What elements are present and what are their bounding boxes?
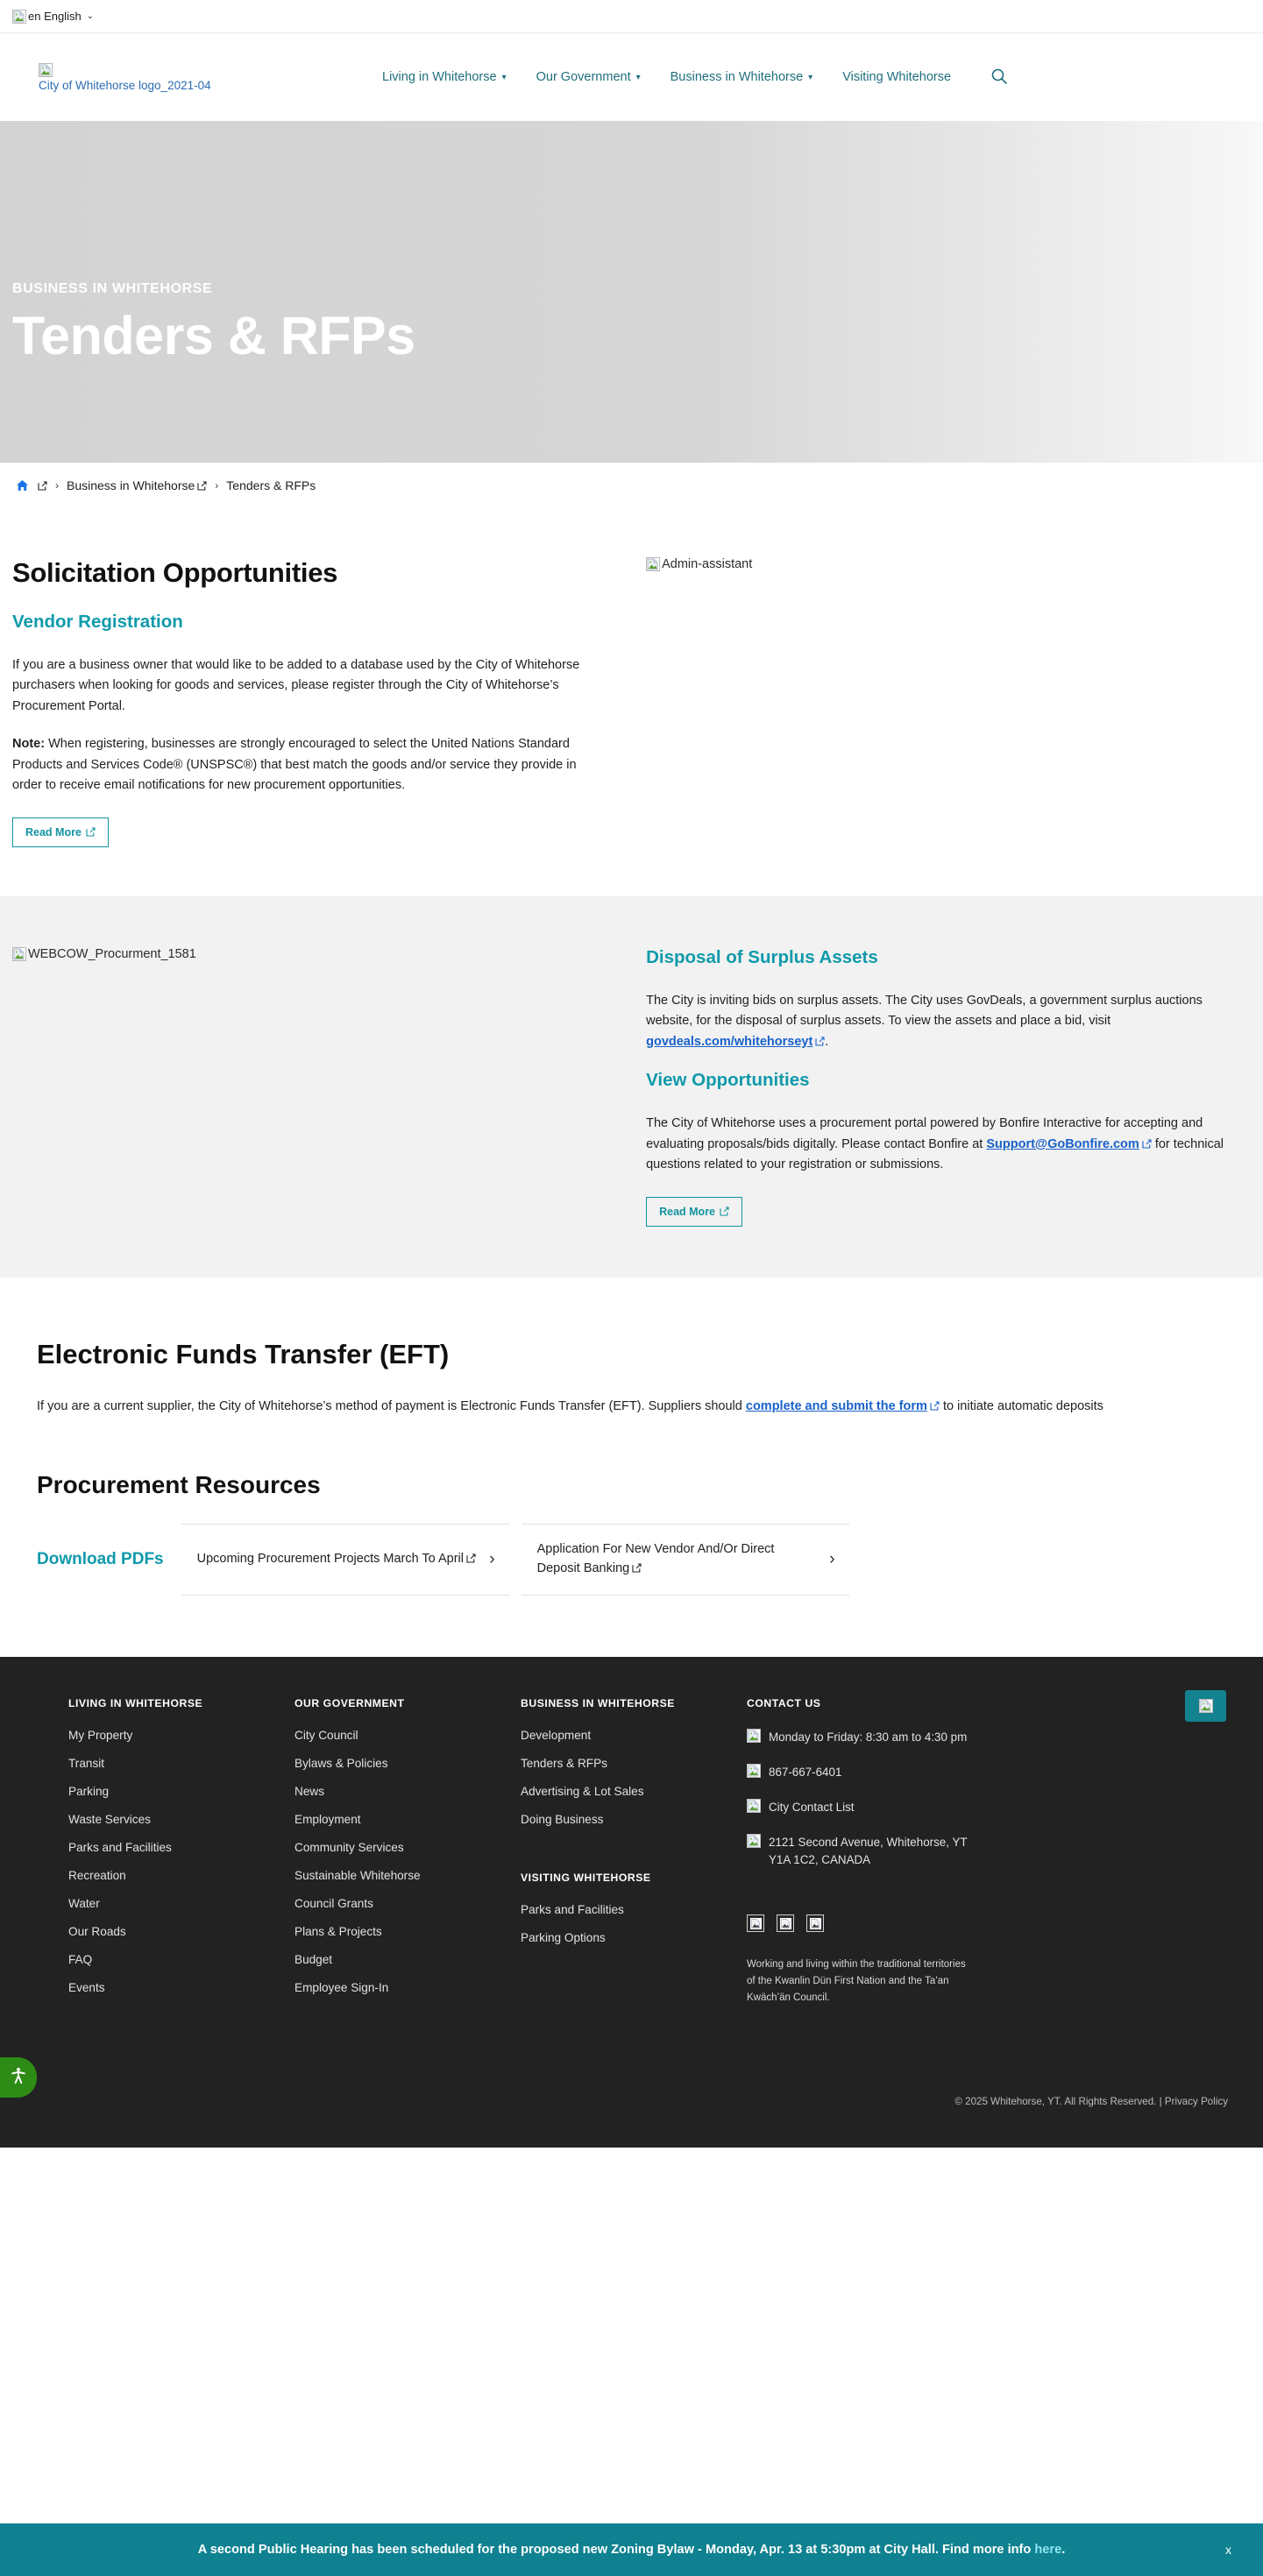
alert-banner-text <box>198 2543 1066 2557</box>
footer-link-parks-and-facilities[interactable]: Parks and Facilities <box>68 1840 172 1854</box>
chevron-right-icon: › <box>489 1550 495 1569</box>
footer-link-advertising-and-lot-sales[interactable]: Advertising & Lot Sales <box>521 1784 644 1798</box>
surplus-paragraph-1 <box>646 991 1251 1052</box>
footer-link-our-roads[interactable]: Our Roads <box>68 1924 126 1938</box>
alert-text-post: . <box>1061 2543 1066 2557</box>
hero-eyebrow: BUSINESS IN WHITEHORSE <box>12 281 213 297</box>
read-more-label: Read More <box>659 1205 716 1218</box>
language-selector[interactable] <box>12 10 94 24</box>
external-link-icon <box>38 481 47 491</box>
procurement-resources-title: Procurement Resources <box>37 1471 321 1499</box>
youtube-icon[interactable] <box>806 1914 824 1932</box>
footer-link-my-property[interactable]: My Property <box>68 1728 133 1742</box>
contact-address-text: 2121 Second Avenue, Whitehorse, YT Y1A 1C2, CANADA <box>769 1836 968 1867</box>
footer-link-recreation[interactable]: Recreation <box>68 1868 126 1882</box>
traditional-territories-acknowledgement: Working and living within the traditional territories of the Kwanlin Dün First Nation and the Ta’an Kwäch’än Council. <box>747 1959 966 2003</box>
site-logo[interactable] <box>23 63 365 92</box>
surplus-text-column <box>637 947 1251 1227</box>
logo-broken-image-icon <box>39 63 53 77</box>
footer-link-sustainable-whitehorse[interactable]: Sustainable Whitehorse <box>294 1868 421 1882</box>
footer-column-title: CONTACT US <box>747 1696 821 1709</box>
language-label: en English <box>28 10 82 23</box>
contact-hours <box>747 1729 1115 1746</box>
surplus-read-more-button[interactable] <box>646 1197 742 1227</box>
back-to-top-button[interactable] <box>1185 1690 1226 1722</box>
disposal-of-surplus-assets-heading: Disposal of Surplus Assets <box>646 946 878 967</box>
eft-section <box>0 1277 1263 1437</box>
breadcrumb-item-current: Tenders & RFPs <box>226 478 316 492</box>
read-more-label: Read More <box>25 825 82 839</box>
pdf-card-label <box>537 1540 820 1579</box>
contact-phone[interactable] <box>747 1764 1115 1781</box>
nav-item-business-in-whitehorse[interactable] <box>671 70 813 84</box>
alert-here-link[interactable]: here <box>1034 2543 1062 2557</box>
vendor-registration-heading: Vendor Registration <box>12 612 183 632</box>
site-footer <box>0 1657 1263 2148</box>
nav-label: Our Government <box>536 70 631 84</box>
nav-label: Business in Whitehorse <box>670 70 804 84</box>
solicitation-paragraph-1: If you are a business owner that would like to be added to a database used by the City of Whitehorse purchasers when looking for goods and services, please register through the City of Whitehorse’s Procurement Portal. <box>12 658 580 713</box>
nav-label: Living in Whitehorse <box>382 70 497 84</box>
pdf-card-title: Application For New Vendor And/Or Direct Deposit Banking <box>536 1542 775 1576</box>
external-link-icon <box>197 481 207 491</box>
solicitation-title: Solicitation Opportunities <box>12 557 338 588</box>
accessibility-icon <box>9 2066 28 2090</box>
contact-phone-text: 867-667-6401 <box>769 1765 842 1779</box>
surplus-paragraph-pre: The City is inviting bids on surplus assets. The City uses GovDeals, a government surplus auctions website, for the disposal of surplus assets. To view the assets and place a bid, visit <box>646 993 1203 1029</box>
footer-link-parking-options[interactable]: Parking Options <box>521 1930 606 1944</box>
search-button[interactable] <box>988 66 1011 88</box>
footer-link-development[interactable]: Development <box>521 1728 592 1742</box>
home-icon[interactable] <box>16 479 29 492</box>
alert-banner <box>0 2523 1263 2576</box>
external-link-icon <box>466 1553 476 1563</box>
footer-link-transit[interactable]: Transit <box>68 1756 105 1770</box>
nav-label: Visiting Whitehorse <box>842 70 952 84</box>
view-opportunities-heading: View Opportunities <box>646 1070 810 1091</box>
back-to-top-broken-image-icon <box>1199 1699 1213 1713</box>
accessibility-widget-button[interactable] <box>0 2057 37 2098</box>
footer-link-council-grants[interactable]: Council Grants <box>294 1896 373 1910</box>
footer-link-waste-services[interactable]: Waste Services <box>68 1812 151 1826</box>
footer-link-events[interactable]: Events <box>68 1980 105 1994</box>
external-link-icon <box>815 1037 825 1046</box>
contact-hours-text: Monday to Friday: 8:30 am to 4:30 pm <box>769 1730 968 1744</box>
footer-link-budget[interactable]: Budget <box>294 1952 333 1966</box>
footer-link-employment[interactable]: Employment <box>294 1812 361 1826</box>
logo-alt-text: City of Whitehorse logo_2021-04 <box>39 78 211 92</box>
admin-assistant-image <box>646 557 752 571</box>
copyright-separator: | <box>1156 2095 1165 2107</box>
footer-link-faq[interactable]: FAQ <box>68 1952 93 1966</box>
procurement-image <box>12 947 196 961</box>
contact-list-link[interactable] <box>747 1799 1115 1816</box>
footer-column-living-in-whitehorse <box>68 1697 294 2009</box>
eft-text-post: to initiate automatic deposits <box>939 1398 1103 1413</box>
map-pin-icon <box>747 1834 761 1848</box>
search-icon <box>990 67 1008 88</box>
vendor-registration-read-more-button[interactable] <box>12 817 109 847</box>
download-pdfs-label: Download PDFs <box>37 1550 164 1569</box>
broken-image-icon <box>646 557 660 571</box>
nav-item-living-in-whitehorse[interactable] <box>382 70 507 84</box>
main-navigation <box>382 70 951 84</box>
footer-link-news[interactable]: News <box>294 1784 324 1798</box>
nav-item-our-government[interactable] <box>536 70 641 84</box>
flag-icon <box>12 10 26 24</box>
external-link-icon <box>930 1401 940 1411</box>
list-icon <box>747 1799 761 1813</box>
breadcrumb-label: Business in Whitehorse <box>67 478 195 492</box>
surplus-image-column <box>12 947 637 966</box>
footer-link-employee-sign-in[interactable]: Employee Sign-In <box>294 1980 389 1994</box>
note-label: Note: <box>12 737 46 752</box>
pdf-card-label <box>197 1550 476 1569</box>
language-bar <box>0 0 1263 33</box>
surplus-paragraph-post: . <box>825 1034 829 1049</box>
footer-link-water[interactable]: Water <box>68 1896 100 1910</box>
twitter-icon[interactable] <box>777 1914 794 1932</box>
broken-image-icon <box>12 947 26 961</box>
breadcrumb-separator: › <box>215 479 219 492</box>
footer-link-community-services[interactable]: Community Services <box>294 1840 404 1854</box>
chevron-right-icon: › <box>829 1550 835 1569</box>
solicitation-note <box>12 734 599 796</box>
surplus-paragraph-2 <box>646 1114 1251 1175</box>
hero-banner <box>0 121 1263 463</box>
facebook-icon[interactable] <box>747 1914 764 1932</box>
pdf-card-title: Upcoming Procurement Projects March To April <box>196 1552 464 1567</box>
breadcrumb <box>0 463 1263 508</box>
external-link-icon <box>632 1563 642 1573</box>
image-alt-text: Admin-assistant <box>662 557 753 571</box>
govdeals-link[interactable]: govdeals.com/whitehorseyt <box>646 1034 813 1049</box>
bonfire-support-email-link[interactable]: Support@GoBonfire.com <box>986 1136 1139 1151</box>
footer-link-doing-business[interactable]: Doing Business <box>521 1812 604 1826</box>
copyright <box>954 2096 1228 2107</box>
external-link-icon <box>1142 1139 1152 1149</box>
footer-column-title: LIVING IN WHITEHORSE <box>68 1696 203 1709</box>
pdf-card-upcoming-procurement-projects[interactable] <box>181 1524 509 1596</box>
page-title: Tenders & RFPs <box>12 306 415 366</box>
solicitation-text-column <box>12 557 637 847</box>
contact-address <box>747 1834 1115 1869</box>
social-links <box>747 1914 1115 1932</box>
footer-link-bylaws-and-policies[interactable]: Bylaws & Policies <box>294 1756 388 1770</box>
contact-list-text: City Contact List <box>769 1801 855 1815</box>
clock-icon <box>747 1729 761 1743</box>
procurement-resources-section <box>0 1436 1263 1657</box>
surplus-paragraph-2-pre: The City of Whitehorse uses a procurement portal powered by Bonfire Interactive for accepting and evaluating proposals/bids digitally. Please contact Bonfire at <box>646 1116 1203 1151</box>
image-alt-text: WEBCOW_Procurment_1581 <box>28 946 196 961</box>
chevron-down-icon: ▾ <box>808 72 813 82</box>
breadcrumb-separator: › <box>55 479 59 492</box>
chevron-down-icon: ▾ <box>635 72 641 82</box>
site-header <box>0 33 1263 121</box>
footer-column-business-in-whitehorse <box>521 1697 747 2009</box>
solicitation-opportunities-section <box>0 508 1263 896</box>
surplus-assets-section <box>0 896 1263 1277</box>
external-link-icon <box>86 827 96 837</box>
solicitation-image-column <box>637 557 1251 576</box>
phone-icon <box>747 1764 761 1778</box>
footer-link-tenders-and-rfps[interactable]: Tenders & RFPs <box>521 1756 607 1770</box>
surplus-paragraph-2-post: for technical questions related to your registration or submissions. <box>646 1136 1224 1172</box>
privacy-policy-link[interactable]: Privacy Policy <box>1164 2095 1228 2107</box>
nav-item-visiting-whitehorse[interactable] <box>842 70 951 84</box>
alert-close-button[interactable]: x <box>1225 2543 1231 2557</box>
footer-column-title: BUSINESS IN WHITEHORSE <box>521 1696 675 1709</box>
footer-link-plans-and-projects[interactable]: Plans & Projects <box>294 1924 382 1938</box>
eft-text-pre: If you are a current supplier, the City of Whitehorse’s method of payment is Electronic Funds Transfer (EFT). Suppliers should <box>37 1398 746 1413</box>
copyright-text: © 2025 Whitehorse, YT. All Rights Reserved. <box>954 2095 1157 2107</box>
chevron-down-icon: ▾ <box>501 72 507 82</box>
footer-link-visiting-parks-and-facilities[interactable]: Parks and Facilities <box>521 1902 624 1916</box>
footer-column-contact-us <box>747 1697 1115 2009</box>
footer-link-parking[interactable]: Parking <box>68 1784 110 1798</box>
footer-column-our-government <box>294 1697 521 2009</box>
footer-column-title: OUR GOVERNMENT <box>294 1696 405 1709</box>
alert-text-pre: A second Public Hearing has been scheduled for the proposed new Zoning Bylaw - Monday, Apr. 13 at 5:30pm at City Hall. Find more info <box>197 2543 1035 2557</box>
eft-form-link[interactable]: complete and submit the form <box>745 1398 927 1413</box>
external-link-icon <box>720 1207 729 1216</box>
pdf-card-new-vendor-application[interactable] <box>522 1524 849 1596</box>
note-text: When registering, businesses are strongly encouraged to select the United Nations Standard Products and Services Code® (UNSPSC®) that best match the goods and/or service they provide in order to receive email notifications for new procurement opportunities. <box>12 737 577 793</box>
eft-text <box>37 1395 1228 1419</box>
footer-column-title-visiting-whitehorse: VISITING WHITEHORSE <box>521 1871 651 1884</box>
chevron-down-icon: ⌄ <box>86 11 95 21</box>
eft-title: Electronic Funds Transfer (EFT) <box>37 1338 450 1369</box>
breadcrumb-item-business-in-whitehorse[interactable] <box>67 478 207 492</box>
footer-link-city-council[interactable]: City Council <box>294 1728 358 1742</box>
